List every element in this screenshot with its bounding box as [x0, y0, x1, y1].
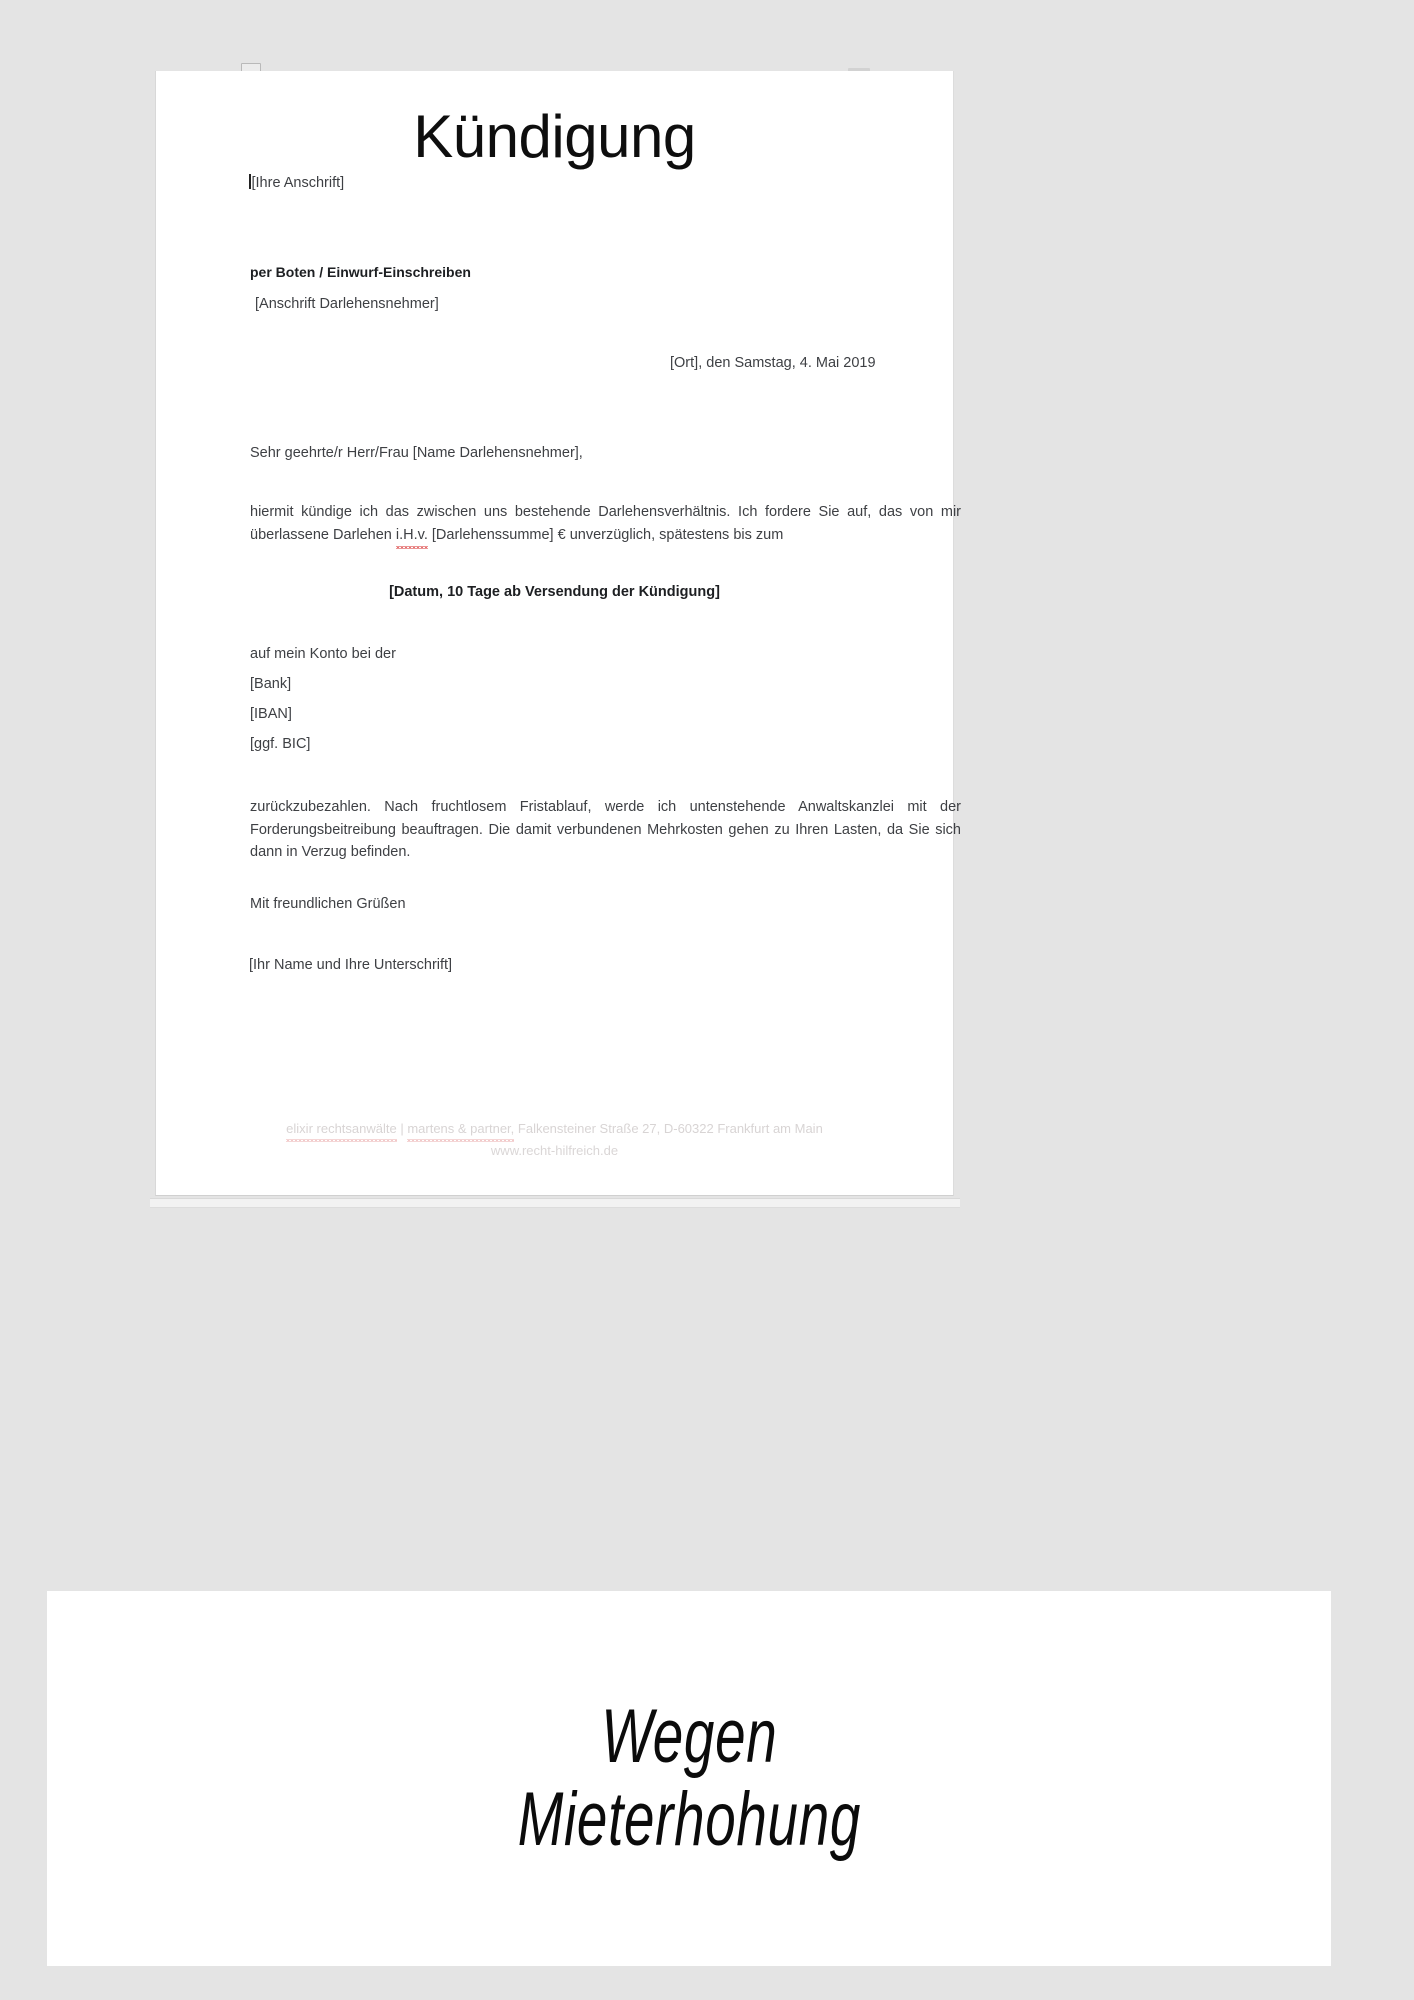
caption-line-one: Wegen — [600, 1694, 777, 1780]
bank-placeholder[interactable]: [Bank] — [250, 676, 292, 692]
page-bottom-strip — [150, 1198, 960, 1208]
delivery-note: per Boten / Einwurf-Einschreiben — [250, 264, 471, 280]
recipient-address-placeholder[interactable]: [Anschrift Darlehensnehmer] — [255, 296, 439, 312]
document-page[interactable] — [155, 71, 961, 1196]
account-intro-line: auf mein Konto bei der — [250, 646, 396, 662]
footer-website[interactable]: www.recht-hilfreich.de — [490, 1143, 619, 1159]
page-title: Kündigung — [413, 103, 696, 170]
caption-line-two: Mieterhohung — [517, 1776, 861, 1862]
sender-address-placeholder[interactable] — [249, 172, 344, 194]
paragraph-two: zurückzubezahlen. Nach fruchtlosem Fristablauf, werde ich untenstehende Anwaltskanzlei mit der Forderungsbeitreibung beauftragen. Die damit verbundenen Mehrkosten gehen zu Ihren Lasten, da Sie sich dann in Verzug befinden. — [250, 799, 961, 861]
footer-address: Falkensteiner Straße 27, D-60322 Frankfurt am Main — [514, 1121, 823, 1136]
misspelled-word[interactable]: i.H.v. — [396, 524, 428, 547]
text-cursor-icon — [249, 174, 251, 189]
iban-placeholder[interactable]: [IBAN] — [250, 706, 292, 722]
paragraph-one-part-a: hiermit kündige ich das zwischen uns bestehende Darlehensverhältnis. Ich fordere Sie auf, das von mir überlassene Darlehen — [250, 504, 961, 543]
bic-placeholder[interactable]: [ggf. BIC] — [250, 736, 311, 752]
footer-firm-part-two: martens & partner, — [407, 1118, 514, 1140]
footer-firm-part-one: elixir rechtsanwälte — [286, 1118, 397, 1140]
signature-placeholder[interactable]: [Ihr Name und Ihre Unterschrift] — [249, 957, 453, 973]
footer-firm-line — [156, 1118, 953, 1140]
paragraph-one-part-b: [Darlehenssumme] € unverzüglich, spätestens bis zum — [427, 526, 784, 543]
closing-line: Mit freundlichen Grüßen — [250, 896, 406, 912]
place-and-date: [Ort], den Samstag, 4. Mai 2019 — [670, 355, 876, 371]
paragraph-one — [250, 501, 961, 546]
salutation: Sehr geehrte/r Herr/Frau [Name Darlehensnehmer], — [250, 445, 583, 461]
sender-address-text: [Ihre Anschrift] — [251, 175, 345, 191]
caption-card — [47, 1591, 1331, 1966]
deadline-date-line: [Datum, 10 Tage ab Versendung der Kündigung] — [389, 584, 720, 600]
footer-separator: | — [396, 1121, 408, 1136]
caption-text — [517, 1696, 860, 1860]
document-footer — [156, 1118, 953, 1162]
